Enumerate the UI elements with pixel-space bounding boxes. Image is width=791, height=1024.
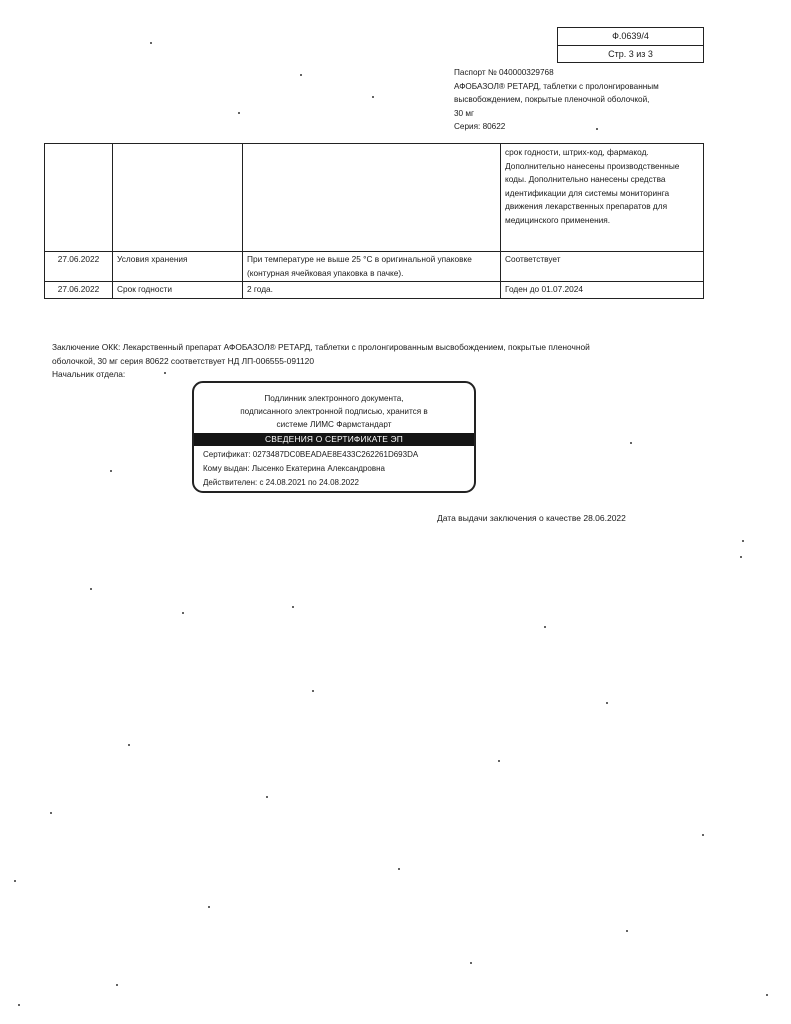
cell-requirement: 2 года.: [243, 282, 501, 299]
page-number: Стр. 3 из 3: [558, 45, 703, 63]
cell-requirement: [243, 144, 501, 252]
stamp-note: [194, 383, 474, 431]
stamp-note-line: системе ЛИМС Фармстандарт: [276, 420, 392, 429]
product-name-line1: АФОБАЗОЛ® РЕТАРД, таблетки с пролонгированным: [454, 81, 659, 91]
qc-conclusion: Заключение ОКК: Лекарственный препарат АФОБАЗОЛ® РЕТАРД, таблетки с пролонгированным высвобождением, покрытые пленочной оболочкой, 30 мг серия 80622 соответствует НД ЛП-006555-091120: [52, 342, 590, 366]
stamp-note-line: Подлинник электронного документа,: [264, 394, 404, 403]
cell-result: Соответствует: [501, 252, 704, 282]
form-code-box: [557, 27, 704, 63]
cell-date: 27.06.2022: [45, 282, 113, 299]
passport-number: Паспорт № 040000329768: [454, 68, 554, 77]
cell-date: [45, 144, 113, 252]
certificate-info-bar: СВЕДЕНИЯ О СЕРТИФИКАТЕ ЭП: [194, 433, 474, 446]
certificate-details: [194, 446, 474, 490]
department-head-label: Начальник отдела:: [52, 369, 126, 379]
cell-result: Годен до 01.07.2024: [501, 282, 704, 299]
stamp-note-line: подписанного электронной подписью, хранится в: [240, 407, 428, 416]
issue-date: Дата выдачи заключения о качестве 28.06.2022: [437, 513, 626, 523]
product-name-line2: высвобождением, покрытые пленочной оболочкой,: [454, 95, 650, 104]
form-code: Ф.0639/4: [612, 31, 649, 41]
passport-header: [454, 66, 694, 134]
certificate-validity: Действителен: с 24.08.2021 по 24.08.2022: [203, 478, 359, 487]
cell-result: срок годности, штрих-код, фармакод. Дополнительно нанесены производственные коды. Дополнительно нанесены средства идентификации для системы мониторинга движения лекарственных препаратов для медицинского применения.: [501, 144, 704, 252]
e-signature-stamp: [192, 381, 476, 493]
batch-number: Серия: 80622: [454, 122, 506, 131]
cell-parameter: Срок годности: [113, 282, 243, 299]
cell-date: 27.06.2022: [45, 252, 113, 282]
cell-parameter: Условия хранения: [113, 252, 243, 282]
product-dose: 30 мг: [454, 108, 474, 118]
table-row: [45, 144, 704, 252]
cell-requirement: При температуре не выше 25 °С в оригинальной упаковке (контурная ячейковая упаковка в пачке).: [243, 252, 501, 282]
table-row: [45, 252, 704, 282]
table-row: [45, 282, 704, 299]
cell-parameter: [113, 144, 243, 252]
certificate-number: Сертификат: 0273487DC0BEADAE8E433C262261D693DA: [203, 450, 419, 459]
certificate-holder: Кому выдан: Лысенко Екатерина Александровна: [203, 464, 385, 473]
results-table: [44, 143, 704, 299]
